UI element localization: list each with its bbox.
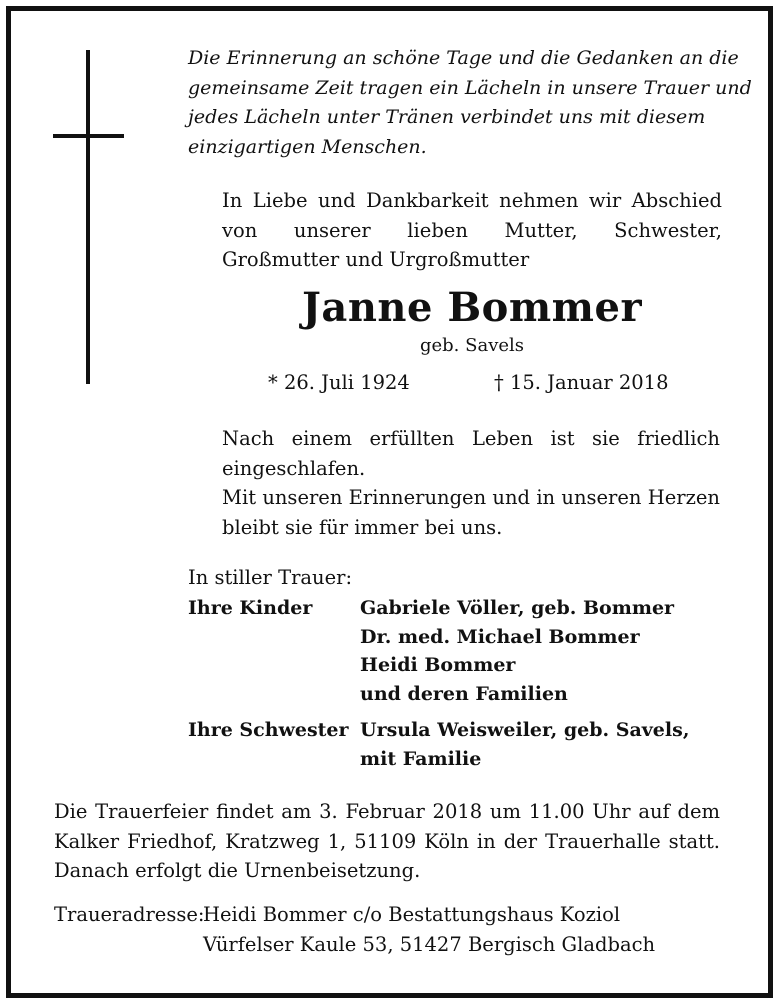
mourning-address-label: Traueradresse: — [54, 903, 205, 926]
farewell-intro: In Liebe und Dankbarkeit nehmen wir Abschied von unserer lieben Mutter, Schwester, Großmutter und Urgroßmutter — [222, 189, 722, 271]
message-line: bleibt sie für immer bei uns. — [222, 515, 503, 539]
mourning-address — [203, 900, 655, 959]
quote-line: Die Erinnerung an schöne Tage und die Gedanken an die — [188, 47, 739, 69]
address-line: Vürfelser Kaule 53, 51427 Bergisch Gladbach — [203, 932, 656, 956]
birth-date: * 26. Juli 1924 — [268, 371, 410, 394]
mourner-group-sister-members — [360, 716, 689, 773]
message-line: Mit unseren Erinnerungen und in unseren Herzen — [222, 486, 720, 509]
mourner-group-children-label: Ihre Kinder — [188, 597, 313, 619]
mourner-name: Heidi Bommer — [360, 654, 516, 676]
memorial-quote — [188, 44, 752, 162]
mourner-name: Dr. med. Michael Bommer — [360, 625, 640, 648]
quote-line: einzigartigen Menschen. — [188, 135, 427, 158]
deceased-name: Janne Bommer — [301, 284, 643, 331]
funeral-ceremony-info — [54, 797, 720, 886]
ceremony-line: Danach erfolgt die Urnenbeisetzung. — [54, 859, 421, 882]
cross-vertical-bar — [86, 50, 90, 384]
mourner-name: und deren Familien — [360, 682, 568, 705]
mourner-name: Gabriele Völler, geb. Bommer — [360, 597, 675, 619]
mourners-heading: In stiller Trauer: — [188, 566, 353, 589]
mourner-group-sister-label: Ihre Schwester — [188, 719, 349, 741]
mourner-name: Ursula Weisweiler, geb. Savels, — [360, 719, 690, 741]
address-line: Heidi Bommer c/o Bestattungshaus Koziol — [203, 903, 621, 926]
cross-horizontal-bar — [53, 134, 124, 138]
message-line: eingeschlafen. — [222, 456, 366, 480]
ceremony-line: Kalker Friedhof, Kratzweg 1, 51109 Köln in der Trauerhalle statt. — [54, 829, 720, 853]
mourner-name: mit Familie — [360, 747, 482, 770]
quote-line: gemeinsame Zeit tragen ein Lächeln in unsere Trauer und — [188, 76, 752, 99]
maiden-name: geb. Savels — [419, 335, 525, 356]
mourner-group-children-members — [360, 594, 674, 708]
ceremony-line: Die Trauerfeier findet am 3. Februar 2018 um 11.00 Uhr auf dem — [54, 800, 720, 823]
closing-message — [222, 424, 720, 542]
death-date: † 15. Januar 2018 — [494, 371, 669, 394]
message-line: Nach einem erfüllten Leben ist sie friedlich — [222, 427, 720, 450]
quote-line: jedes Lächeln unter Tränen verbindet uns mit diesem — [188, 106, 706, 128]
